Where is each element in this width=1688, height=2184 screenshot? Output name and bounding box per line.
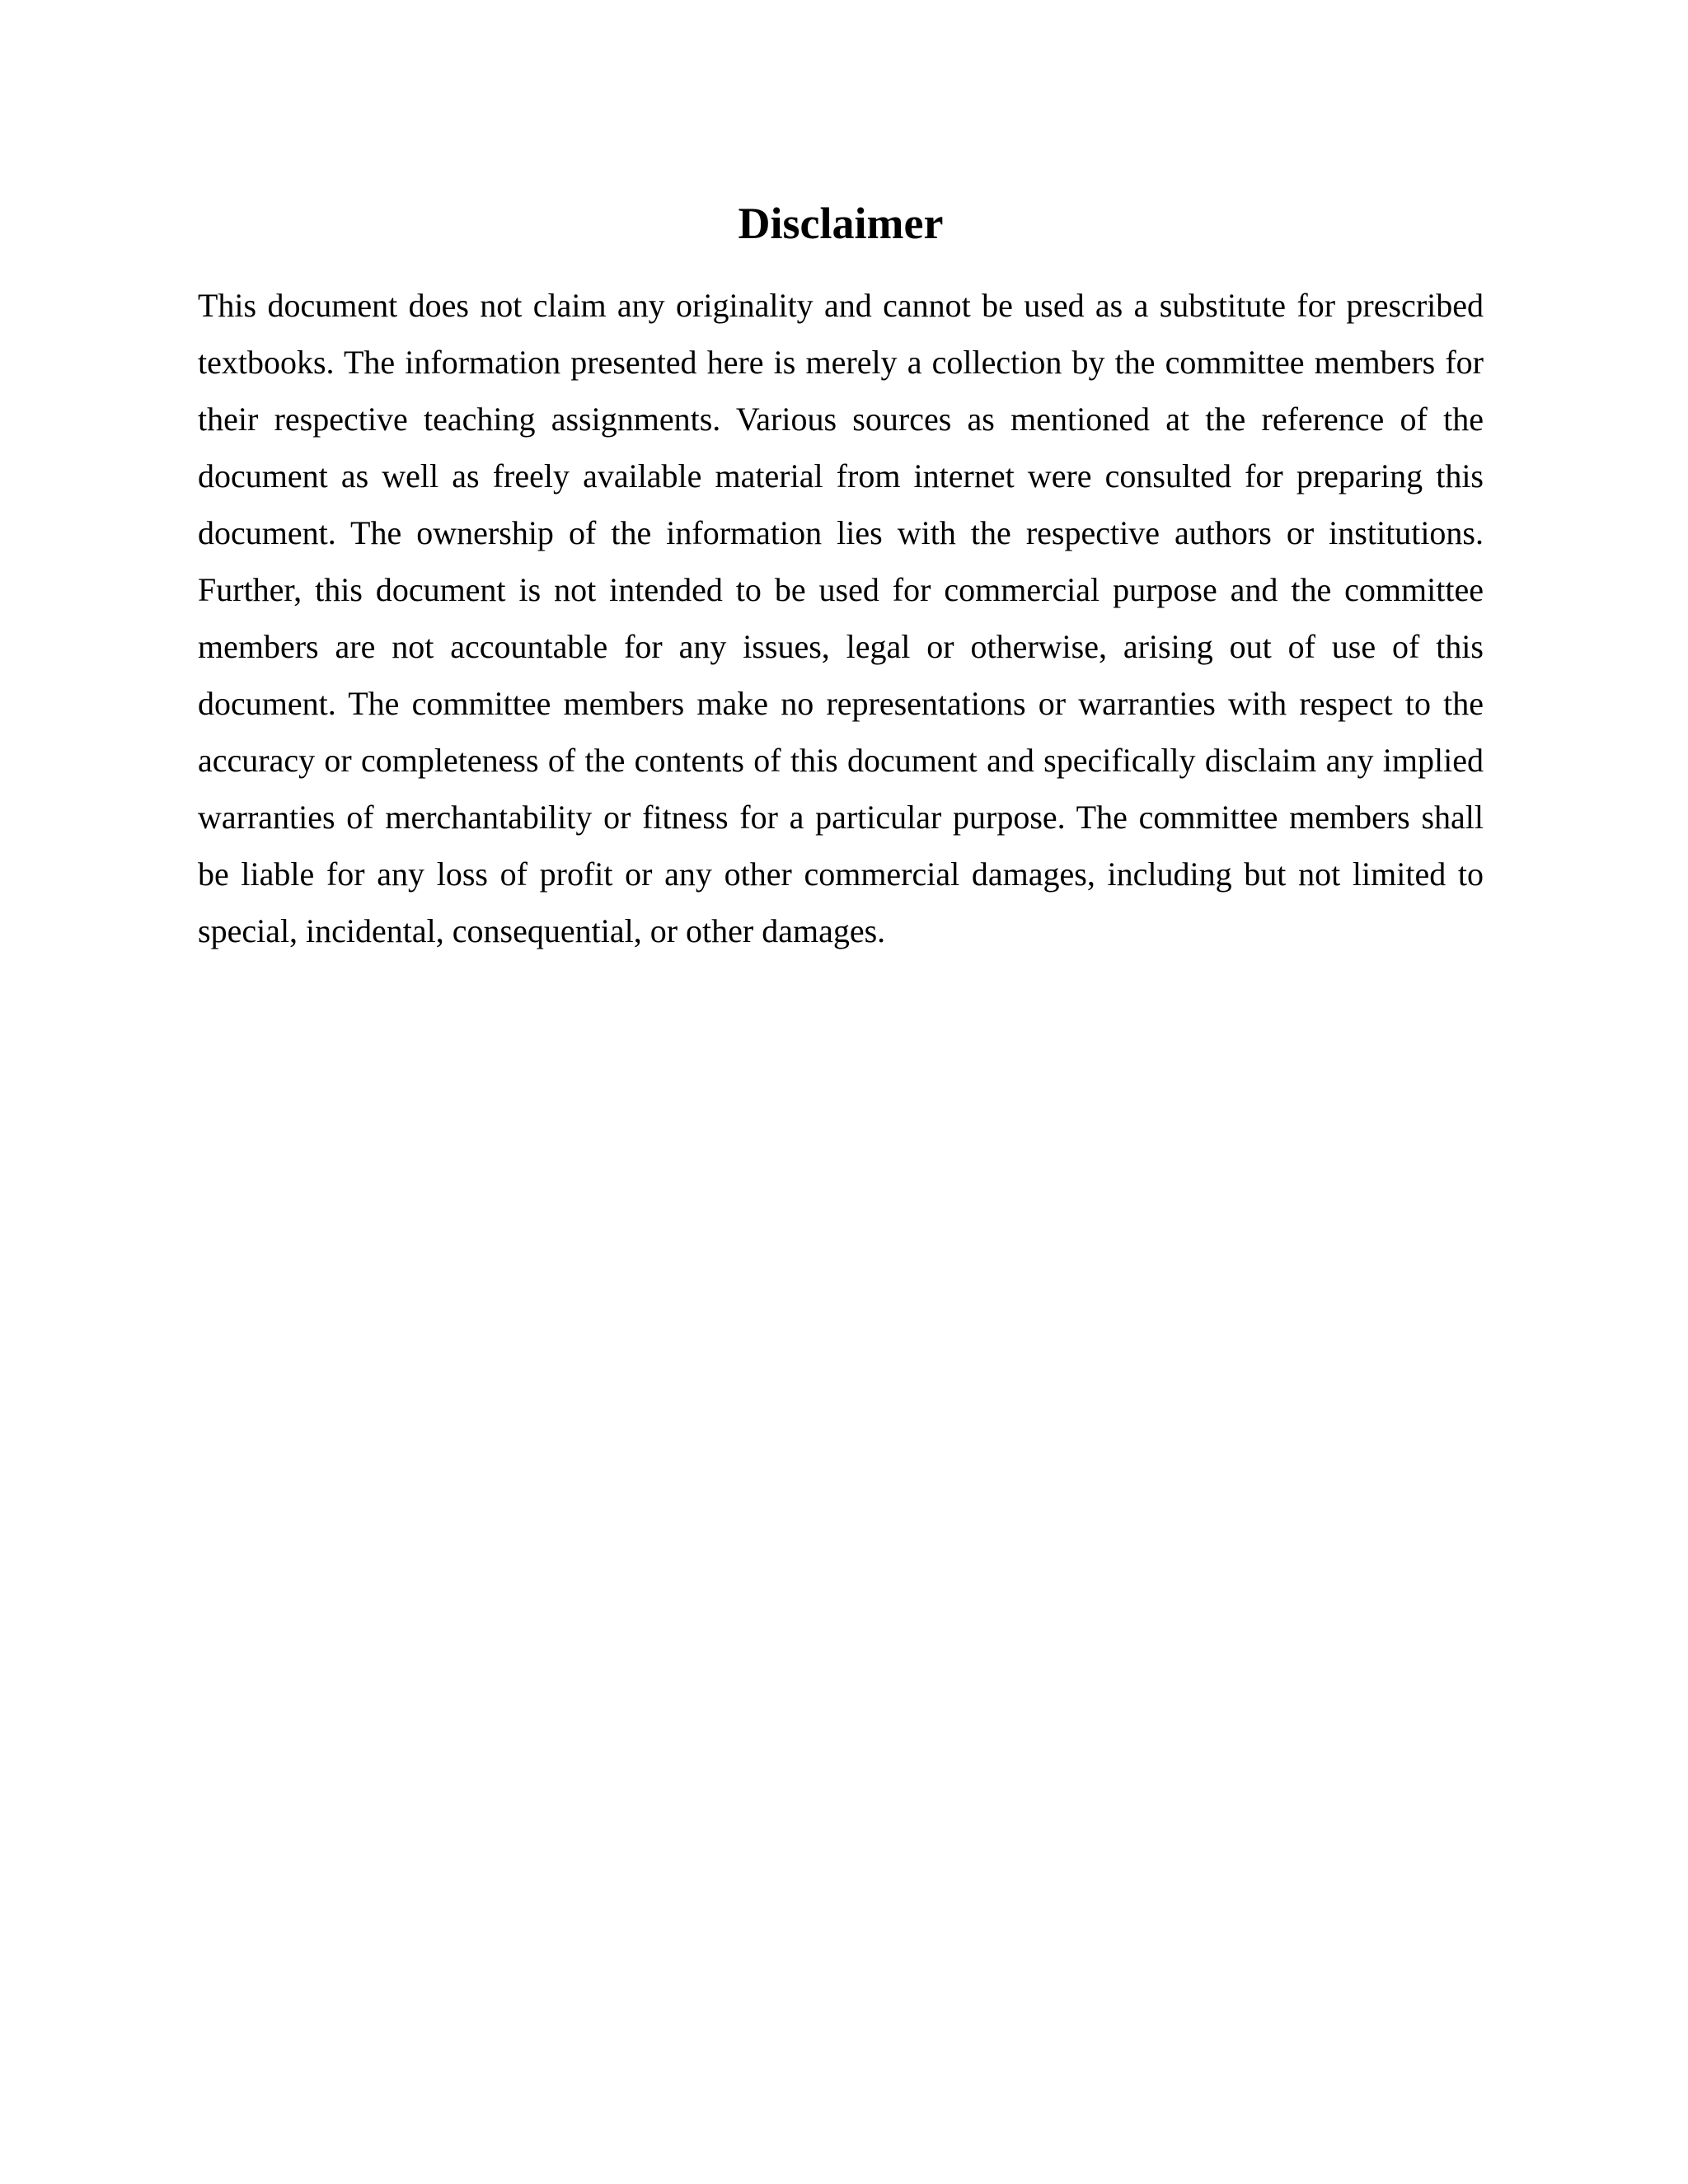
disclaimer-body-text: This document does not claim any originality and cannot be used as a substitute for prescribed textbooks. The information presented here is merely a collection by the committee members for their respective teaching assignments. Various sources as mentioned at the reference of the document as well as freely available material from internet were consulted for preparing this document. The ownership of the information lies with the respective authors or institutions. Further, this document is not intended to be used for commercial purpose and the committee members are not accountable for any issues, legal or otherwise, arising out of use of this document. The committee members make no representations or warranties with respect to the accuracy or completeness of the contents of this document and specifically disclaim any implied warranties of merchantability or fitness for a particular purpose. The committee members shall be liable for any loss of profit or any other commercial damages, including but not limited to special, incidental, consequential, or other damages. (198, 287, 1484, 949)
disclaimer-title: Disclaimer (738, 199, 944, 248)
